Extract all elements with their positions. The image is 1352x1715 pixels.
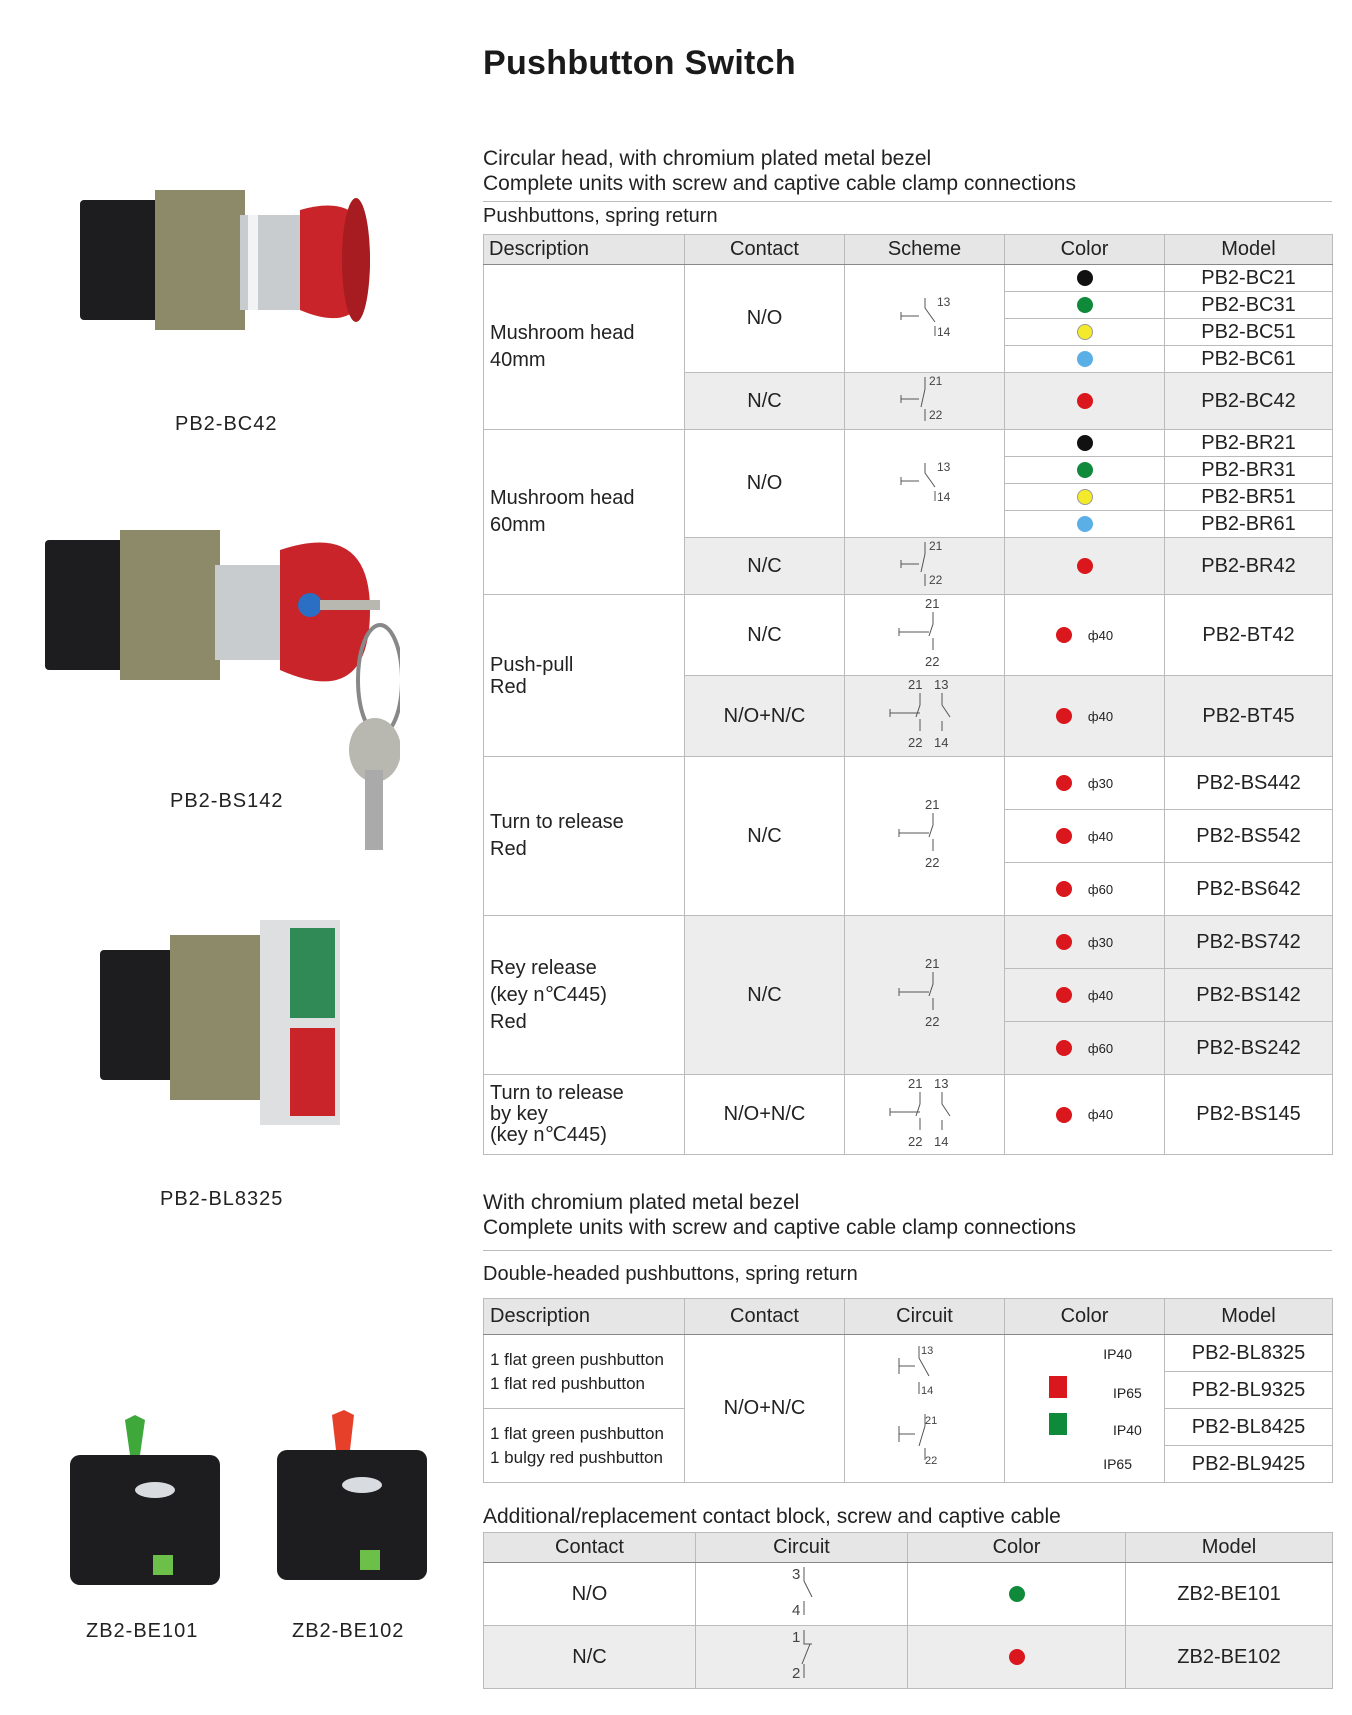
svg-text:21: 21 [907, 1075, 922, 1091]
color-red-dot [1056, 828, 1072, 844]
color-cell [1005, 265, 1165, 292]
model-cell: PB2-BC31 [1165, 292, 1333, 319]
caption-be101: ZB2-BE101 [86, 1620, 199, 1642]
svg-text:21: 21 [924, 797, 939, 812]
scheme-nc [845, 916, 1005, 1075]
svg-text:21: 21 [907, 677, 922, 692]
contact-cell: N/C [685, 757, 845, 916]
model-cell: PB2-BS442 [1165, 757, 1333, 810]
svg-text:13: 13 [936, 294, 950, 309]
color-red-square [1049, 1376, 1067, 1398]
model-cell: PB2-BR21 [1165, 430, 1333, 457]
model-cell: ZB2-BE101 [1126, 1563, 1333, 1626]
svg-text:3: 3 [791, 1566, 800, 1583]
svg-text:21: 21 [924, 956, 939, 971]
svg-text:22: 22 [928, 573, 942, 587]
model-cell: PB2-BS242 [1165, 1022, 1333, 1075]
scheme-nc [845, 595, 1005, 676]
svg-text:14: 14 [936, 489, 950, 504]
section2-intro-line2: Complete units with screw and captive cable clamp connections [483, 1216, 1076, 1239]
color-green-square [1049, 1413, 1067, 1435]
col-model: Model [1165, 235, 1333, 265]
color-red-dot [1056, 627, 1072, 643]
color-red-dot [1056, 775, 1072, 791]
caption-be102: ZB2-BE102 [292, 1620, 405, 1642]
svg-text:22: 22 [924, 1014, 939, 1028]
svg-text:13: 13 [933, 677, 948, 692]
svg-text:14: 14 [933, 1133, 948, 1148]
col-description: Description [484, 1299, 685, 1335]
col-model: Model [1126, 1533, 1333, 1563]
contact-cell: N/C [685, 916, 845, 1075]
color-cell: ф40 [1005, 595, 1165, 676]
scheme-nonc [845, 676, 1005, 757]
color-green-dot [1009, 1586, 1025, 1602]
svg-text:21: 21 [928, 539, 942, 553]
color-red-dot [1009, 1649, 1025, 1665]
model-cell: PB2-BC61 [1165, 346, 1333, 373]
contact-cell: N/O+N/C [685, 676, 845, 757]
scheme-no [845, 430, 1005, 538]
svg-text:14: 14 [920, 1384, 933, 1397]
model-cell: PB2-BC21 [1165, 265, 1333, 292]
scheme-no [845, 265, 1005, 373]
pushbutton-table: Description Contact Scheme Color Model Mushroom head 40mm N/O 13 14 PB2-BC21 PB2-BC31 PB2-BC51 PB2-BC61 N/C 21 22 PB2-BC42 Mushroom head 60mm N/O 13 14 PB2-BR21 PB2-BR31 PB2-BR51 PB2-BR61 N/C 21 22 PB2-BR42 Push-pull Red N/C 21 22 ф40 PB2-BT42 N/O+N/C 21 13 22 14 ф40 PB2-BT45 Turn to release Red N/C 21 22 ф30 PB2-BS442 ф40 PB2-BS542 ф60 PB2-BS642 Rey release (key n℃445) Red N/C 21 22 ф30 PB2-BS742 ф40 PB2-BS142 ф60 PB2-BS242 Turn to release by key (key n℃445) N/O+N/C 21 13 22 14 ф40 PB2-BS145 [483, 234, 1333, 1155]
section1-subtitle: Pushbuttons, spring return [483, 205, 718, 227]
desc-push-pull: Push-pull Red [484, 595, 685, 757]
contact-cell: N/O [685, 265, 845, 373]
color-blue-dot [1077, 351, 1093, 367]
scheme-nc [845, 538, 1005, 595]
caption-bs142: PB2-BS142 [170, 790, 284, 812]
col-contact: Contact [685, 235, 845, 265]
svg-text:2: 2 [791, 1665, 800, 1682]
contact-cell: N/O+N/C [685, 1075, 845, 1155]
zb2-be101-photo [65, 1415, 225, 1590]
page-title: Pushbutton Switch [483, 44, 796, 82]
model-cell: PB2-BS145 [1165, 1075, 1333, 1155]
ip-rating: IP65 [1113, 1385, 1142, 1401]
col-color: Color [1005, 235, 1165, 265]
contact-cell: N/O+N/C [685, 1335, 845, 1483]
model-cell: PB2-BL8325 [1165, 1335, 1333, 1372]
model-cell: PB2-BR31 [1165, 457, 1333, 484]
contact-cell: N/C [484, 1626, 696, 1689]
section2-subtitle: Double-headed pushbuttons, spring return [483, 1263, 858, 1285]
svg-text:21: 21 [928, 374, 942, 388]
desc-double-2: 1 flat green pushbutton 1 bulgy red pushbutton [484, 1409, 685, 1483]
contact-block-table [483, 1532, 1333, 1689]
svg-text:14: 14 [933, 735, 948, 749]
col-color: Color [908, 1533, 1126, 1563]
color-red-dot [1056, 1107, 1072, 1123]
scheme-nc [845, 373, 1005, 430]
svg-text:13: 13 [920, 1344, 933, 1357]
svg-text:14: 14 [936, 324, 950, 339]
color-blue-dot [1077, 516, 1093, 532]
model-cell: PB2-BL9325 [1165, 1372, 1333, 1409]
ip-rating: IP40 [1113, 1422, 1142, 1438]
section1-intro-line1: Circular head, with chromium plated metal bezel [483, 147, 932, 170]
double-head-table [483, 1298, 1333, 1483]
contact-cell: N/C [685, 373, 845, 430]
model-cell: PB2-BS542 [1165, 810, 1333, 863]
color-yellow-dot [1077, 324, 1093, 340]
model-cell: ZB2-BE102 [1126, 1626, 1333, 1689]
color-green-dot [1077, 462, 1093, 478]
model-cell: PB2-BL8425 [1165, 1409, 1333, 1446]
contact-cell: N/O [484, 1563, 696, 1626]
col-contact: Contact [685, 1299, 845, 1335]
model-cell: PB2-BC42 [1165, 373, 1333, 430]
color-black-dot [1077, 435, 1093, 451]
color-red-dot [1056, 987, 1072, 1003]
svg-text:22: 22 [907, 1133, 922, 1148]
contact-cell: N/O [685, 430, 845, 538]
scheme-nonc [845, 1075, 1005, 1155]
ip-rating: IP65 [1103, 1456, 1132, 1473]
svg-text:22: 22 [924, 855, 939, 869]
desc-rey-release: Rey release (key n℃445) Red [484, 916, 685, 1075]
svg-text:4: 4 [791, 1602, 800, 1619]
caption-bc42: PB2-BC42 [175, 413, 278, 435]
col-contact: Contact [484, 1533, 696, 1563]
pb2-bl8325-photo [95, 920, 345, 1130]
color-red-dot [1056, 934, 1072, 950]
model-cell: PB2-BS642 [1165, 863, 1333, 916]
model-cell: PB2-BL9425 [1165, 1446, 1333, 1483]
model-cell: PB2-BR61 [1165, 511, 1333, 538]
model-cell: PB2-BR51 [1165, 484, 1333, 511]
svg-text:22: 22 [924, 1454, 937, 1467]
svg-text:13: 13 [936, 459, 950, 474]
color-red-dot [1077, 393, 1093, 409]
caption-bl8325: PB2-BL8325 [160, 1188, 284, 1210]
svg-text:21: 21 [924, 1414, 937, 1427]
desc-turn-release: Turn to release Red [484, 757, 685, 916]
svg-text:22: 22 [907, 735, 922, 749]
svg-text:21: 21 [924, 596, 939, 611]
color-red-dot [1056, 708, 1072, 724]
color-red-dot [1056, 881, 1072, 897]
color-yellow-dot [1077, 489, 1093, 505]
section2-intro-line1: With chromium plated metal bezel [483, 1191, 800, 1214]
color-green-dot [1077, 297, 1093, 313]
model-cell: PB2-BT42 [1165, 595, 1333, 676]
pb2-bc42-photo [70, 180, 370, 350]
desc-turn-key: Turn to release by key (key n℃445) [484, 1075, 685, 1155]
desc-mushroom-60: Mushroom head 60mm [484, 430, 685, 595]
color-red-dot [1077, 558, 1093, 574]
model-cell: PB2-BR42 [1165, 538, 1333, 595]
col-color: Color [1005, 1299, 1165, 1335]
svg-text:13: 13 [933, 1075, 948, 1091]
desc-mushroom-40: Mushroom head 40mm [484, 265, 685, 430]
model-cell: PB2-BS142 [1165, 969, 1333, 1022]
scheme-nc [845, 757, 1005, 916]
svg-text:22: 22 [928, 408, 942, 422]
circuit-nc [696, 1626, 908, 1689]
col-description: Description [484, 235, 685, 265]
svg-text:22: 22 [924, 654, 939, 668]
model-cell: PB2-BS742 [1165, 916, 1333, 969]
contact-cell: N/C [685, 595, 845, 676]
col-circuit: Circuit [845, 1299, 1005, 1335]
color-black-dot [1077, 270, 1093, 286]
section1-intro-line2: Complete units with screw and captive cable clamp connections [483, 172, 1076, 195]
svg-text:1: 1 [791, 1629, 800, 1646]
circuit-no [696, 1563, 908, 1626]
ip-rating: IP40 [1103, 1345, 1132, 1362]
model-cell: PB2-BT45 [1165, 676, 1333, 757]
color-red-dot [1056, 1040, 1072, 1056]
section3-subtitle: Additional/replacement contact block, screw and captive cable [483, 1505, 1061, 1528]
model-cell: PB2-BC51 [1165, 319, 1333, 346]
desc-double-1: 1 flat green pushbutton 1 flat red pushbutton [484, 1335, 685, 1409]
contact-cell: N/C [685, 538, 845, 595]
circuit-double [845, 1335, 1005, 1483]
col-circuit: Circuit [696, 1533, 908, 1563]
col-scheme: Scheme [845, 235, 1005, 265]
col-model: Model [1165, 1299, 1333, 1335]
zb2-be102-photo [272, 1410, 432, 1585]
